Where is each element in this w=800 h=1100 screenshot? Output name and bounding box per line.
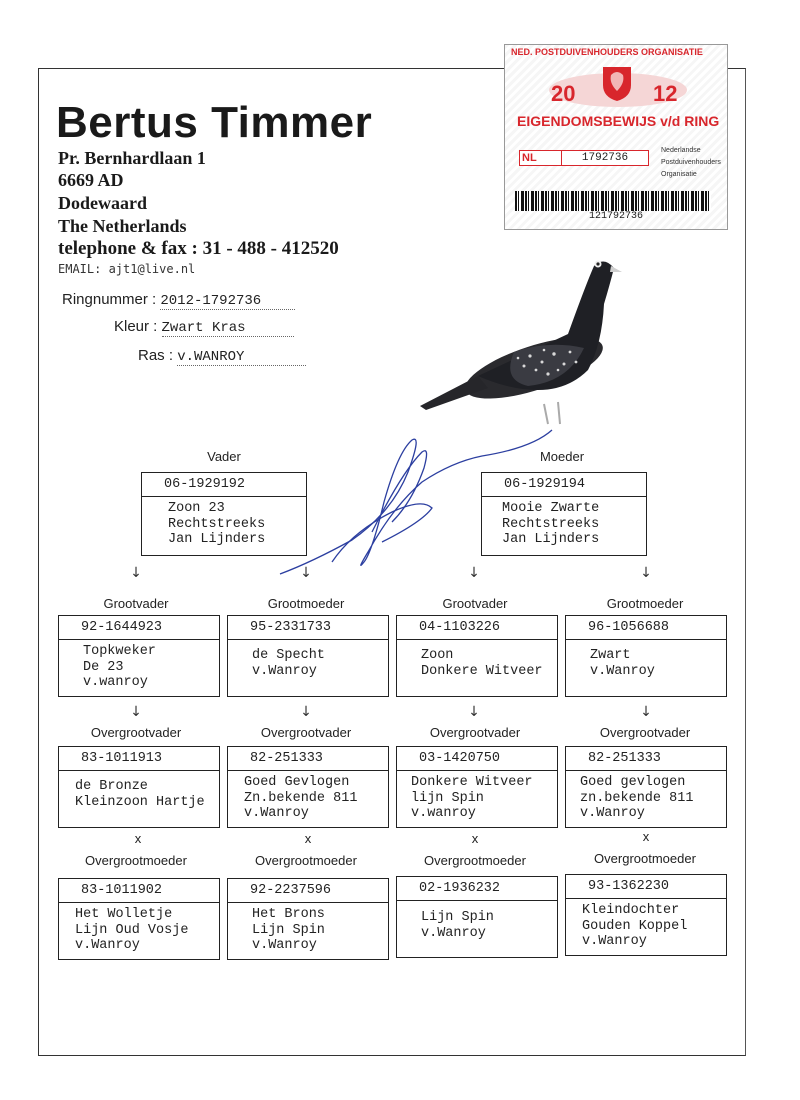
header-grootmoeder: Grootmoeder [267, 596, 345, 611]
great-grandmother-box [396, 876, 558, 958]
breeder-city: Dodewaard [58, 193, 147, 213]
header-overgrootmoeder: Overgrootmoeder [85, 853, 187, 868]
cross-marker: x [642, 829, 650, 844]
grandparent-box [58, 615, 220, 697]
ring-number-row [62, 291, 295, 309]
arrow-down-icon: ↓ [300, 704, 312, 720]
stamp-title: EIGENDOMSBEWIJS v/d RING [517, 113, 720, 129]
vader-text: Zoon 23 Rechtstreeks Jan Lijnders [168, 501, 266, 547]
header-overgrootvader: Overgrootvader [429, 725, 521, 740]
great-grandfather-ring: 83-1011913 [59, 747, 219, 771]
great-grandmother-text: Het Brons Lijn Spin v.Wanroy [252, 907, 325, 953]
stamp-barcode-number: 121792736 [589, 211, 644, 222]
breeder-phone: telephone & fax : 31 - 488 - 412520 [58, 238, 339, 259]
header-overgrootvader: Overgrootvader [260, 725, 352, 740]
stamp-year-right: 12 [653, 81, 678, 106]
pigeon-photo [418, 244, 628, 440]
ring-ownership-stamp [504, 44, 728, 230]
header-overgrootvader: Overgrootvader [90, 725, 182, 740]
stamp-side-3: Organisatie [661, 171, 697, 178]
breeder-country: The Netherlands [58, 216, 187, 236]
great-grandmother-ring: 93-1362230 [566, 875, 726, 899]
grandparent-box [227, 615, 389, 697]
grandparent-box [565, 615, 727, 697]
breed-label: Ras : [138, 347, 178, 364]
grandparent-text: Zwart v.Wanroy [590, 648, 655, 679]
breeder-street: Pr. Bernhardlaan 1 [58, 148, 206, 168]
grandparent-box [396, 615, 558, 697]
grandparent-ring: 92-1644923 [59, 616, 219, 640]
stamp-side-2: Postduivenhouders [661, 159, 721, 166]
grandparent-ring: 95-2331733 [228, 616, 388, 640]
stamp-country: NL [519, 150, 563, 166]
header-grootmoeder: Grootmoeder [606, 596, 684, 611]
ring-number-label: Ringnummer : [62, 291, 161, 308]
color-row [114, 318, 294, 336]
header-vader: Vader [207, 449, 241, 464]
stamp-side-1: Nederlandse [661, 147, 701, 154]
great-grandmother-box [227, 878, 389, 960]
header-overgrootmoeder: Overgrootmoeder [255, 853, 357, 868]
header-grootvader: Grootvader [103, 596, 169, 611]
grandparent-text: de Specht v.Wanroy [252, 648, 325, 679]
great-grandfather-box [565, 746, 727, 828]
cross-marker: x [471, 831, 479, 846]
breeder-email: EMAIL: ajt1@live.nl [58, 262, 196, 276]
color-value: Zwart Kras [162, 320, 294, 337]
grandparent-ring: 04-1103226 [397, 616, 557, 640]
great-grandfather-ring: 82-251333 [228, 747, 388, 771]
stamp-number: 1792736 [561, 150, 649, 166]
breed-row [138, 347, 306, 365]
header-overgrootmoeder: Overgrootmoeder [594, 851, 696, 866]
vader-ring: 06-1929192 [142, 473, 306, 497]
vader-box [141, 472, 307, 556]
grandparent-ring: 96-1056688 [566, 616, 726, 640]
moeder-box [481, 472, 647, 556]
great-grandfather-text: Goed gevlogen zn.bekende 811 v.Wanroy [580, 775, 694, 821]
great-grandfather-box [227, 746, 389, 828]
great-grandfather-text: de Bronze Kleinzoon Hartje [75, 779, 205, 810]
arrow-down-icon: ↓ [640, 565, 652, 581]
great-grandmother-ring: 83-1011902 [59, 879, 219, 903]
cross-marker: x [304, 831, 312, 846]
great-grandmother-box [565, 874, 727, 956]
arrow-down-icon: ↓ [130, 704, 142, 720]
great-grandmother-text: Kleindochter Gouden Koppel v.Wanroy [582, 903, 688, 949]
great-grandfather-box [58, 746, 220, 828]
moeder-text: Mooie Zwarte Rechtstreeks Jan Lijnders [502, 501, 600, 547]
header-grootvader: Grootvader [442, 596, 508, 611]
stamp-org: NED. POSTDUIVENHOUDERS ORGANISATIE [511, 47, 703, 57]
header-overgrootmoeder: Overgrootmoeder [424, 853, 526, 868]
barcode [515, 191, 711, 211]
arrow-down-icon: ↓ [640, 704, 652, 720]
great-grandfather-text: Donkere Witveer lijn Spin v.wanroy [411, 775, 533, 821]
arrow-down-icon: ↓ [300, 565, 312, 581]
great-grandmother-ring: 02-1936232 [397, 877, 557, 901]
cross-marker: x [134, 831, 142, 846]
great-grandfather-ring: 82-251333 [566, 747, 726, 771]
great-grandfather-ring: 03-1420750 [397, 747, 557, 771]
great-grandmother-box [58, 878, 220, 960]
breed-value: v.WANROY [177, 349, 306, 366]
stamp-side-text [661, 145, 721, 181]
arrow-down-icon: ↓ [468, 565, 480, 581]
lion-crest-icon [599, 63, 635, 103]
moeder-ring: 06-1929194 [482, 473, 646, 497]
great-grandfather-box [396, 746, 558, 828]
grandparent-text: Topkweker De 23 v.wanroy [83, 644, 156, 690]
breeder-name: Bertus Timmer [56, 98, 373, 147]
great-grandmother-ring: 92-2237596 [228, 879, 388, 903]
stamp-year-left: 20 [551, 81, 576, 106]
arrow-down-icon: ↓ [130, 565, 142, 581]
breeder-postcode: 6669 AD [58, 170, 124, 190]
arrow-down-icon: ↓ [468, 704, 480, 720]
great-grandmother-text: Lijn Spin v.Wanroy [421, 910, 494, 941]
header-overgrootvader: Overgrootvader [599, 725, 691, 740]
grandparent-text: Zoon Donkere Witveer [421, 648, 543, 679]
great-grandfather-text: Goed Gevlogen Zn.bekende 811 v.Wanroy [244, 775, 358, 821]
great-grandmother-text: Het Wolletje Lijn Oud Vosje v.Wanroy [75, 907, 189, 953]
header-moeder: Moeder [539, 449, 585, 464]
color-label: Kleur : [114, 318, 162, 335]
ring-number-value: 2012-1792736 [160, 293, 295, 310]
